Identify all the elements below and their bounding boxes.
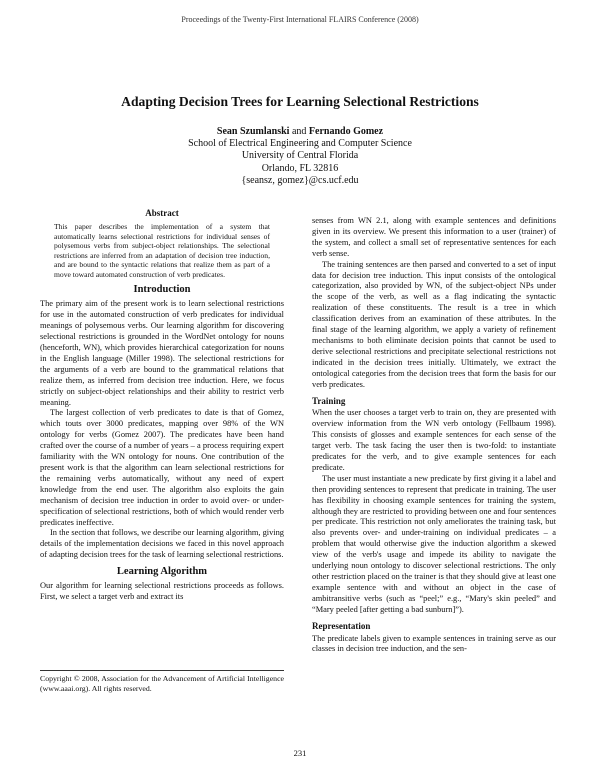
- affiliation: School of Electrical Engineering and Computer Science: [188, 138, 412, 150]
- author-1: Sean Szumlanski: [216, 126, 290, 137]
- copyright-notice: Copyright © 2008, Association for the Advancement of Artificial Intelligence (www.aaai.org). All rights reserved.: [40, 670, 284, 693]
- city: Orlando, FL 32816: [261, 162, 339, 174]
- abstract-heading: Abstract: [145, 208, 179, 218]
- email: {seansz, gomez}@cs.ucf.edu: [241, 174, 359, 186]
- training-paragraph-2: The user must instantiate a new predicate by first giving it a label and then providing sentences to represent that predicate in training. The user has flexibility in choosing example sentences for training the system, although they are restricted to providing between one and four sentences per predicate. This restriction not only ameliorates the training task, but also prevents over- and under-training on individual predicates – a problem that would otherwise give the induction algorithm a skewed view of the verb's usage and impede its ability to navigate the underlying noun ontology to discover selectional restrictions. The only other restriction placed on the trainer is that they should give at least one example sentence with and without an object in the case of ambitransitive verbs (such as “peel;” e.g., “Mary's skin peeled” and “Mary peeled [after getting a bad sunburn]”).: [312, 473, 556, 614]
- training-heading: Training: [312, 395, 346, 406]
- representation-heading: Representation: [312, 620, 371, 631]
- author-names: [0, 126, 600, 138]
- introduction-heading: Introduction: [133, 284, 191, 296]
- learning-paragraph-1: Our algorithm for learning selectional restrictions proceeds as follows. First, we select a target verb and extract its: [40, 581, 284, 601]
- abstract-text: This paper describes the implementation of a system that automatically learns selectional restrictions for individual senses of polysemous verbs from subject-object relationships. The selectional restrictions are inferred from an adaptation of decision tree induction, and are bound to the syntactic relations that realize them as part of a move toward automated construction of verb predicates.: [54, 221, 270, 279]
- proceedings-header: Proceedings of the Twenty-First International FLAIRS Conference (2008): [181, 15, 419, 24]
- left-column: [40, 208, 284, 603]
- intro-paragraph-2: The largest collection of verb predicates to date is that of Gomez, which touts over 3000 predicates, mapping over 98% of the WN ontology for verbs (Gomez 2007). The predicates have been hand crafted over the course of a number of years – a process requiring expert familiarity with the WN ontology for nouns. One contribution of the present work is that the algorithm can learn selectional restrictions for the remaining verbs automatically, without any need of expert knowledge from the end user. The algorithm also exploits the gain mechanism of decision tree induction in order to avoid over- or under-specification of selectional restrictions, both of which would render verb predicates ineffective.: [40, 408, 284, 527]
- university: University of Central Florida: [241, 150, 359, 162]
- learning-algorithm-heading: Learning Algorithm: [116, 566, 208, 578]
- right-paragraph-2: The training sentences are then parsed and converted to a set of input data for decision tree induction. This input consists of the ontological categorization, also provided by WN, of the subject-object NPs under the scope of the verb, as well as a flag indicating the syntactic realization of these constituents. The result is a tree in which classification derives from an examination of these attributes. In the final stage of the learning algorithm, we apply a variety of refinement mechanisms to both eliminate decision points that cannot be used to derive selectional restrictions and precipitate selectional restrictions not indicated in the decision trees initially. Ultimately, we extract the ontological categories from the decision trees that form the basis for our verb predicates.: [312, 259, 556, 389]
- right-paragraph-1: senses from WN 2.1, along with example sentences and definitions given in its overview. We present this information to a user (trainer) of the system, and collect a small set of representative sentences for each verb sense.: [312, 216, 556, 258]
- paper-title: Adapting Decision Trees for Learning Selectional Restrictions: [121, 94, 479, 109]
- page-number: 231: [293, 748, 307, 758]
- intro-paragraph-1: The primary aim of the present work is to learn selectional restrictions for use in the automated construction of verb predicates for individual meanings of polysemous verbs. Our learning algorithm for discovering selectional restrictions is grounded in the WordNet ontology for nouns (henceforth, WN), which provides hierarchical categorization for nouns in the English language (Miller 1998). The selectional restrictions for the arguments of a verb are bound to the grammatical relations that realize them, as inferred from decision tree induction. Here, we focus strictly on subject-object relationships and their ability to restrict verb meaning.: [40, 299, 284, 407]
- author-2: Fernando Gomez: [308, 126, 384, 137]
- right-column: [312, 216, 556, 655]
- author-conjunction: and: [291, 126, 307, 137]
- intro-paragraph-3: In the section that follows, we describe our learning algorithm, giving details of the implementation decisions we faced in this novel approach of adapting decision trees for the task of learning selectional restrictions.: [40, 528, 284, 560]
- author-block: [0, 126, 600, 187]
- representation-paragraph-1: The predicate labels given to example sentences in training serve as our classes in decision tree induction, and the sen-: [312, 633, 556, 654]
- training-paragraph-1: When the user chooses a target verb to train on, they are presented with overview information from the WN verb ontology (Fellbaum 1998). This consists of glosses and example sentences for each sense of the target verb. The task facing the user then is two-fold: to instantiate predicates for the verb, and to give example sentences for each predicate.: [312, 408, 556, 472]
